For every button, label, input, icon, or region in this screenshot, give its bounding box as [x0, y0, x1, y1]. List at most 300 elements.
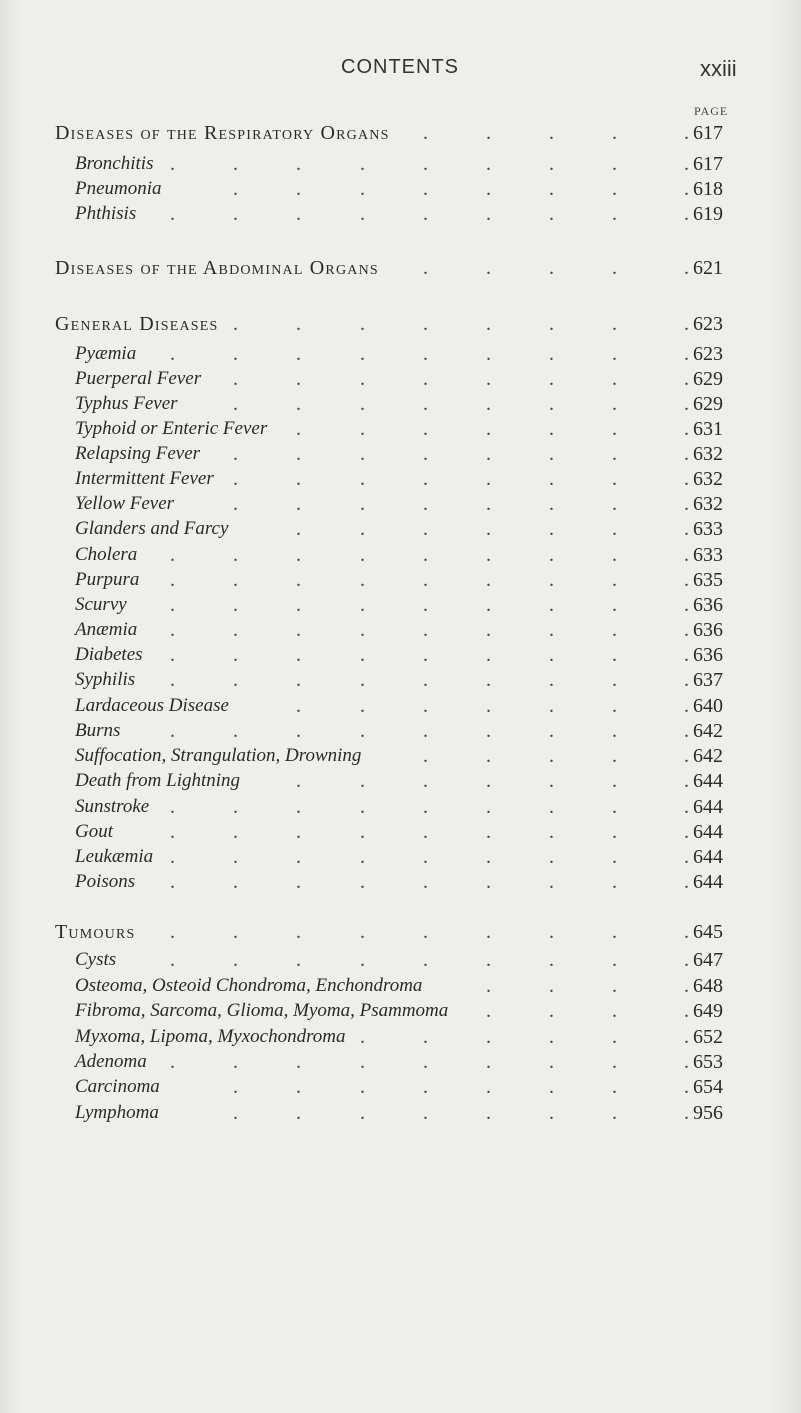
- leader-dot: .: [486, 443, 491, 465]
- toc-entry: [0, 642, 801, 668]
- leader-dot: .: [684, 1000, 689, 1022]
- leader-dot: .: [170, 153, 175, 175]
- toc-entry: [0, 516, 801, 542]
- leader-dot: .: [296, 393, 301, 415]
- leader-dot: .: [549, 257, 554, 279]
- leader-dot: .: [549, 418, 554, 440]
- leader-dot: .: [486, 203, 491, 225]
- leader-dot: .: [549, 544, 554, 566]
- leader-dot: .: [486, 468, 491, 490]
- leader-dot: .: [170, 720, 175, 742]
- toc-entry: [0, 441, 801, 467]
- leader-dot: .: [233, 313, 238, 335]
- leader-dot: .: [612, 443, 617, 465]
- leader-dot: .: [486, 122, 491, 144]
- leader-dot: .: [486, 393, 491, 415]
- leader-dot: .: [233, 846, 238, 868]
- leader-dot: .: [486, 1102, 491, 1124]
- page-ref: 636: [693, 594, 723, 616]
- leader-dot: .: [549, 871, 554, 893]
- leader-dot: .: [423, 949, 428, 971]
- leader-dot: .: [360, 313, 365, 335]
- leader-dot: .: [612, 1000, 617, 1022]
- toc-entry: [0, 341, 801, 367]
- toc-entry: [0, 466, 801, 492]
- leader-dot: .: [612, 153, 617, 175]
- entry-title: Syphilis: [75, 669, 136, 690]
- leader-dot: .: [549, 1102, 554, 1124]
- leader-dot: .: [684, 796, 689, 818]
- leader-dot: .: [684, 720, 689, 742]
- leader-dot: .: [296, 493, 301, 515]
- page-ref: 644: [693, 796, 723, 818]
- running-title: CONTENTS: [341, 56, 459, 78]
- leader-dot: .: [423, 418, 428, 440]
- leader-dot: .: [549, 745, 554, 767]
- leader-dot: .: [423, 343, 428, 365]
- leader-dot: .: [233, 720, 238, 742]
- leader-dot: .: [360, 1102, 365, 1124]
- leader-dot: .: [423, 257, 428, 279]
- entry-title: Leukæmia: [75, 846, 154, 867]
- toc-entry: [0, 693, 801, 719]
- leader-dot: .: [423, 1102, 428, 1124]
- leader-dot: .: [486, 544, 491, 566]
- leader-dot: .: [360, 770, 365, 792]
- leader-dot: .: [486, 770, 491, 792]
- leader-dot: .: [423, 921, 428, 943]
- leader-dot: .: [486, 796, 491, 818]
- leader-dot: .: [423, 745, 428, 767]
- page-ref: 644: [693, 821, 723, 843]
- leader-dot: .: [423, 203, 428, 225]
- leader-dot: .: [684, 1026, 689, 1048]
- leader-dot: .: [233, 203, 238, 225]
- page-ref: 617: [693, 153, 723, 175]
- leader-dot: .: [423, 368, 428, 390]
- leader-dot: .: [233, 1051, 238, 1073]
- page-ref: 636: [693, 619, 723, 641]
- leader-dot: .: [684, 921, 689, 943]
- leader-dot: .: [486, 1026, 491, 1048]
- leader-dot: .: [486, 153, 491, 175]
- toc-entry: [0, 416, 801, 442]
- page-ref: 617: [693, 122, 723, 144]
- leader-dot: .: [423, 122, 428, 144]
- leader-dot: .: [296, 178, 301, 200]
- leader-dot: .: [684, 178, 689, 200]
- leader-dot: .: [296, 313, 301, 335]
- page-ref: 642: [693, 745, 723, 767]
- entry-title: Pneumonia: [75, 178, 162, 199]
- toc-entry: [0, 819, 801, 845]
- leader-dot: .: [360, 1051, 365, 1073]
- leader-dot: .: [423, 695, 428, 717]
- section-title: General Diseases: [55, 313, 219, 335]
- leader-dot: .: [684, 1076, 689, 1098]
- page-ref: 629: [693, 393, 723, 415]
- toc-entry: [0, 617, 801, 643]
- leader-dot: .: [296, 796, 301, 818]
- leader-dot: .: [360, 846, 365, 868]
- leader-dot: .: [170, 203, 175, 225]
- page-ref: 645: [693, 921, 723, 943]
- leader-dot: .: [170, 796, 175, 818]
- toc-entry: [0, 743, 801, 769]
- leader-dot: .: [170, 594, 175, 616]
- leader-dot: .: [612, 949, 617, 971]
- leader-dot: .: [233, 921, 238, 943]
- leader-dot: .: [486, 821, 491, 843]
- page-number: xxiii: [700, 56, 737, 81]
- leader-dot: .: [170, 1051, 175, 1073]
- leader-dot: .: [170, 871, 175, 893]
- leader-dot: .: [684, 122, 689, 144]
- leader-dot: .: [684, 745, 689, 767]
- leader-dot: .: [296, 569, 301, 591]
- leader-dot: .: [612, 313, 617, 335]
- leader-dot: .: [684, 949, 689, 971]
- entry-title: Puerperal Fever: [75, 368, 202, 389]
- leader-dot: .: [486, 1076, 491, 1098]
- leader-dot: .: [423, 720, 428, 742]
- leader-dot: .: [612, 122, 617, 144]
- leader-dot: .: [423, 544, 428, 566]
- leader-dot: .: [684, 468, 689, 490]
- leader-dot: .: [684, 594, 689, 616]
- leader-dot: .: [296, 949, 301, 971]
- page-ref: 633: [693, 518, 723, 540]
- entry-title: Bronchitis: [75, 153, 154, 174]
- leader-dot: .: [549, 393, 554, 415]
- toc-entry: [0, 151, 801, 177]
- page-ref: 649: [693, 1000, 723, 1022]
- leader-dot: .: [612, 1076, 617, 1098]
- page-ref: 623: [693, 313, 723, 335]
- entry-title: Typhoid or Enteric Fever: [75, 418, 268, 439]
- leader-dot: .: [233, 443, 238, 465]
- leader-dot: .: [296, 669, 301, 691]
- leader-dot: .: [423, 569, 428, 591]
- toc-entry: [0, 1074, 801, 1100]
- page-ref: 644: [693, 871, 723, 893]
- entry-title: Typhus Fever: [75, 393, 178, 414]
- leader-dot: .: [233, 1076, 238, 1098]
- toc-entry: [0, 794, 801, 820]
- page-ref: 647: [693, 949, 723, 971]
- page-ref: 633: [693, 544, 723, 566]
- section-title: Diseases of the Respiratory Organs: [55, 122, 390, 144]
- page-column-label: PAGE: [694, 104, 729, 118]
- leader-dot: .: [486, 594, 491, 616]
- entry-title: Fibroma, Sarcoma, Glioma, Myoma, Psammoma: [75, 1000, 449, 1021]
- leader-dot: .: [233, 493, 238, 515]
- leader-dot: .: [296, 368, 301, 390]
- leader-dot: .: [486, 178, 491, 200]
- leader-dot: .: [549, 770, 554, 792]
- leader-dot: .: [549, 493, 554, 515]
- leader-dot: .: [486, 871, 491, 893]
- page-ref: 654: [693, 1076, 723, 1098]
- leader-dot: .: [549, 443, 554, 465]
- leader-dot: .: [296, 695, 301, 717]
- entry-title: Carcinoma: [75, 1076, 160, 1097]
- leader-dot: .: [486, 745, 491, 767]
- toc-entry: [0, 567, 801, 593]
- leader-dot: .: [296, 720, 301, 742]
- leader-dot: .: [486, 569, 491, 591]
- leader-dot: .: [296, 468, 301, 490]
- leader-dot: .: [684, 203, 689, 225]
- leader-dot: .: [233, 178, 238, 200]
- leader-dot: .: [296, 343, 301, 365]
- leader-dot: .: [423, 153, 428, 175]
- leader-dot: .: [684, 518, 689, 540]
- leader-dot: .: [233, 619, 238, 641]
- leader-dot: .: [360, 368, 365, 390]
- leader-dot: .: [233, 569, 238, 591]
- leader-dot: .: [233, 949, 238, 971]
- page-ref: 636: [693, 644, 723, 666]
- leader-dot: .: [684, 695, 689, 717]
- leader-dot: .: [423, 846, 428, 868]
- leader-dot: .: [612, 203, 617, 225]
- page-ref: 623: [693, 343, 723, 365]
- leader-dot: .: [170, 846, 175, 868]
- leader-dot: .: [486, 418, 491, 440]
- leader-dot: .: [684, 619, 689, 641]
- entry-title: Pyæmia: [75, 343, 137, 364]
- leader-dot: .: [423, 468, 428, 490]
- leader-dot: .: [170, 821, 175, 843]
- leader-dot: .: [549, 594, 554, 616]
- leader-dot: .: [360, 695, 365, 717]
- leader-dot: .: [549, 313, 554, 335]
- leader-dot: .: [296, 203, 301, 225]
- leader-dot: .: [549, 1026, 554, 1048]
- leader-dot: .: [612, 343, 617, 365]
- entry-title: Anæmia: [75, 619, 138, 640]
- leader-dot: .: [486, 669, 491, 691]
- leader-dot: .: [296, 1051, 301, 1073]
- leader-dot: .: [360, 644, 365, 666]
- toc-entry: [0, 176, 801, 202]
- leader-dot: .: [684, 493, 689, 515]
- leader-dot: .: [423, 313, 428, 335]
- leader-dot: .: [360, 418, 365, 440]
- toc-entry: [0, 1100, 801, 1126]
- leader-dot: .: [684, 846, 689, 868]
- section-row: [0, 311, 801, 337]
- leader-dot: .: [360, 468, 365, 490]
- leader-dot: .: [233, 644, 238, 666]
- entry-title: Lardaceous Disease: [75, 695, 229, 716]
- leader-dot: .: [486, 695, 491, 717]
- leader-dot: .: [170, 921, 175, 943]
- entry-title: Diabetes: [75, 644, 143, 665]
- leader-dot: .: [549, 619, 554, 641]
- toc-entry: [0, 542, 801, 568]
- leader-dot: .: [549, 203, 554, 225]
- leader-dot: .: [549, 644, 554, 666]
- leader-dot: .: [549, 846, 554, 868]
- page-ref: 644: [693, 770, 723, 792]
- toc-entry: [0, 201, 801, 227]
- page-ref: 644: [693, 846, 723, 868]
- leader-dot: .: [360, 821, 365, 843]
- page-ref: 635: [693, 569, 723, 591]
- entry-title: Sunstroke: [75, 796, 150, 817]
- entry-title: Purpura: [75, 569, 140, 590]
- leader-dot: .: [549, 569, 554, 591]
- leader-dot: .: [549, 178, 554, 200]
- page-ref: 618: [693, 178, 723, 200]
- entry-title: Scurvy: [75, 594, 127, 615]
- leader-dot: .: [170, 569, 175, 591]
- toc-entry: [0, 947, 801, 973]
- page-ref: 956: [693, 1102, 723, 1124]
- leader-dot: .: [684, 418, 689, 440]
- leader-dot: .: [486, 518, 491, 540]
- leader-dot: .: [170, 949, 175, 971]
- leader-dot: .: [612, 544, 617, 566]
- toc-entry: [0, 391, 801, 417]
- leader-dot: .: [296, 770, 301, 792]
- entry-title: Intermittent Fever: [75, 468, 214, 489]
- leader-dot: .: [360, 871, 365, 893]
- leader-dot: .: [360, 594, 365, 616]
- leader-dot: .: [612, 1051, 617, 1073]
- toc-entry: [0, 998, 801, 1024]
- leader-dot: .: [233, 468, 238, 490]
- leader-dot: .: [684, 770, 689, 792]
- leader-dot: .: [549, 669, 554, 691]
- page-ref: 653: [693, 1051, 723, 1073]
- entry-title: Burns: [75, 720, 121, 741]
- leader-dot: .: [360, 921, 365, 943]
- leader-dot: .: [360, 720, 365, 742]
- leader-dot: .: [423, 644, 428, 666]
- leader-dot: .: [170, 644, 175, 666]
- page-ref: 648: [693, 975, 723, 997]
- leader-dot: .: [233, 544, 238, 566]
- leader-dot: .: [612, 1102, 617, 1124]
- page-ref: 652: [693, 1026, 723, 1048]
- leader-dot: .: [486, 949, 491, 971]
- leader-dot: .: [360, 178, 365, 200]
- toc-entry: [0, 718, 801, 744]
- leader-dot: .: [423, 619, 428, 641]
- leader-dot: .: [296, 871, 301, 893]
- page-ref: 621: [693, 257, 723, 279]
- leader-dot: .: [612, 569, 617, 591]
- page-ref: 631: [693, 418, 723, 440]
- leader-dot: .: [233, 669, 238, 691]
- leader-dot: .: [296, 1102, 301, 1124]
- leader-dot: .: [423, 393, 428, 415]
- leader-dot: .: [423, 518, 428, 540]
- leader-dot: .: [486, 343, 491, 365]
- leader-dot: .: [423, 770, 428, 792]
- toc-entry: [0, 973, 801, 999]
- section-row: [0, 255, 801, 281]
- leader-dot: .: [360, 544, 365, 566]
- entry-title: Osteoma, Osteoid Chondroma, Enchondroma: [75, 975, 423, 996]
- leader-dot: .: [684, 153, 689, 175]
- leader-dot: .: [360, 493, 365, 515]
- leader-dot: .: [549, 975, 554, 997]
- leader-dot: .: [684, 871, 689, 893]
- leader-dot: .: [549, 1000, 554, 1022]
- leader-dot: .: [612, 418, 617, 440]
- leader-dot: .: [423, 796, 428, 818]
- toc-entry: [0, 1024, 801, 1050]
- page-ref: 629: [693, 368, 723, 390]
- leader-dot: .: [684, 821, 689, 843]
- leader-dot: .: [612, 178, 617, 200]
- leader-dot: .: [612, 846, 617, 868]
- leader-dot: .: [684, 975, 689, 997]
- entry-title: Cholera: [75, 544, 138, 565]
- leader-dot: .: [684, 368, 689, 390]
- page-ref: 619: [693, 203, 723, 225]
- leader-dot: .: [549, 468, 554, 490]
- leader-dot: .: [549, 949, 554, 971]
- page-ref: 632: [693, 493, 723, 515]
- leader-dot: .: [296, 153, 301, 175]
- leader-dot: .: [170, 669, 175, 691]
- section-row: [0, 120, 801, 146]
- leader-dot: .: [360, 443, 365, 465]
- leader-dot: .: [296, 418, 301, 440]
- leader-dot: .: [612, 468, 617, 490]
- leader-dot: .: [549, 1076, 554, 1098]
- page-ref: 632: [693, 443, 723, 465]
- leader-dot: .: [612, 745, 617, 767]
- leader-dot: .: [233, 821, 238, 843]
- leader-dot: .: [423, 1051, 428, 1073]
- entry-title: Relapsing Fever: [75, 443, 201, 464]
- leader-dot: .: [549, 518, 554, 540]
- leader-dot: .: [423, 871, 428, 893]
- leader-dot: .: [612, 975, 617, 997]
- leader-dot: .: [423, 1026, 428, 1048]
- entry-title: Suffocation, Strangulation, Drowning: [75, 745, 362, 766]
- leader-dot: .: [612, 669, 617, 691]
- section-title: Tumours: [55, 921, 136, 943]
- leader-dot: .: [612, 796, 617, 818]
- entry-title: Glanders and Farcy: [75, 518, 229, 539]
- leader-dot: .: [486, 975, 491, 997]
- page-ref: 642: [693, 720, 723, 742]
- leader-dot: .: [486, 1051, 491, 1073]
- leader-dot: .: [549, 695, 554, 717]
- leader-dot: .: [296, 594, 301, 616]
- leader-dot: .: [360, 1076, 365, 1098]
- leader-dot: .: [423, 821, 428, 843]
- leader-dot: .: [486, 846, 491, 868]
- leader-dot: .: [296, 644, 301, 666]
- leader-dot: .: [360, 1026, 365, 1048]
- leader-dot: .: [233, 796, 238, 818]
- leader-dot: .: [486, 313, 491, 335]
- leader-dot: .: [684, 343, 689, 365]
- leader-dot: .: [549, 720, 554, 742]
- entry-title: Gout: [75, 821, 113, 842]
- leader-dot: .: [233, 153, 238, 175]
- leader-dot: .: [612, 695, 617, 717]
- leader-dot: .: [423, 443, 428, 465]
